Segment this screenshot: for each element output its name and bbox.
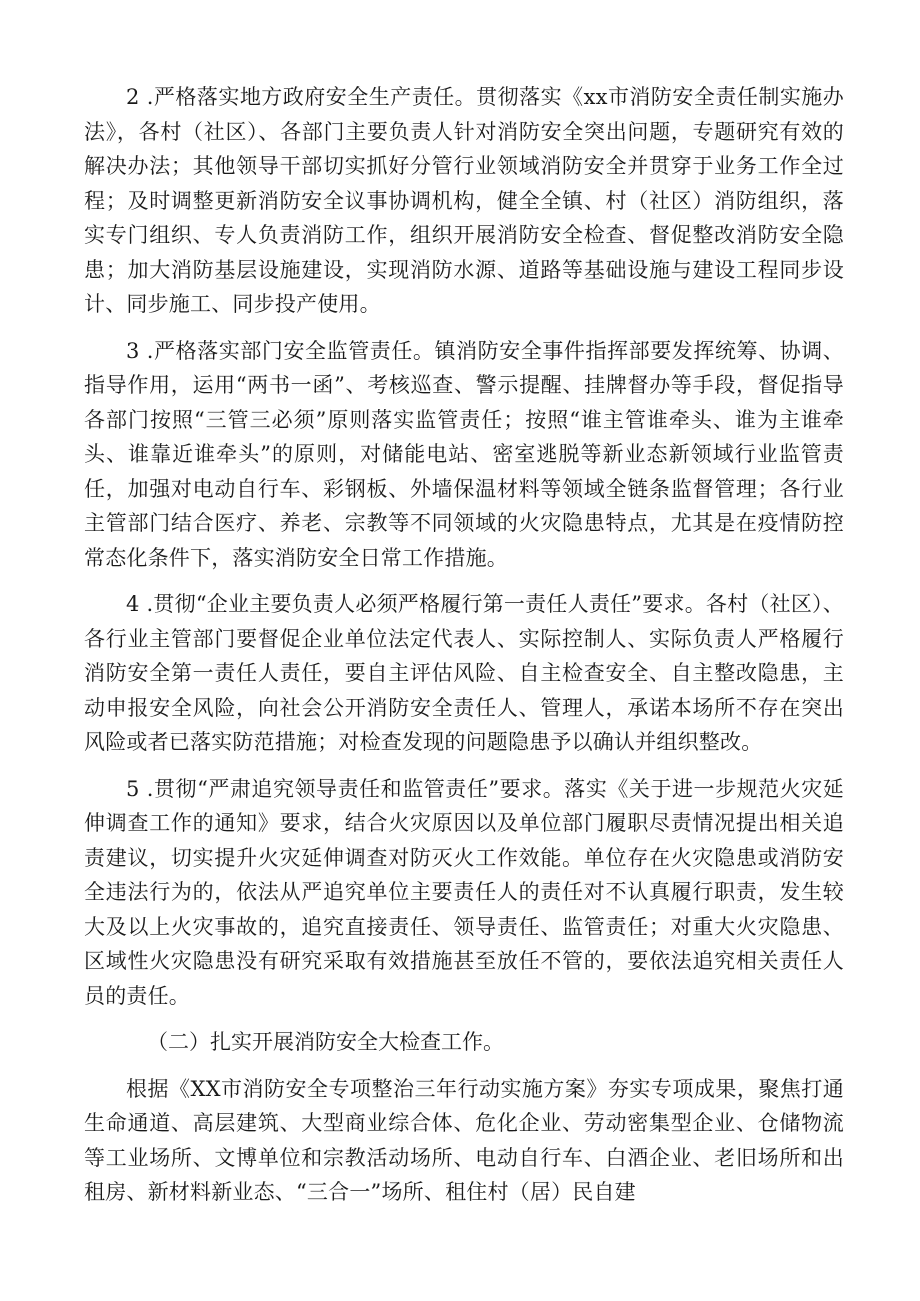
paragraph-item-2: 2 .严格落实地方政府安全生产责任。贯彻落实《xx市消防安全责任制实施办法》，各村（社区）、各部门主要负责人针对消防安全突出问题，专题研究有效的解决办法；其他领导干部切实抓好分管行业领域消防安全并贯穿于业务工作全过程；及时调整更新消防安全议事协调机构，健全全镇、村（社区）消防组织，落实专门组织、专人负责消防工作，组织开展消防安全检查、督促整改消防安全隐患；加大消防基层设施建设，实现消防水源、道路等基础设施与建设工程同步设计、同步施工、同步投产使用。: [84, 85, 844, 316]
section-heading: （二）扎实开展消防安全大检查工作。: [147, 1030, 504, 1054]
paragraph-item-3: 3 .严格落实部门安全监管责任。镇消防安全事件指挥部要发挥统筹、协调、指导作用，运用“两书一函”、考核巡查、警示提醒、挂牌督办等手段，督促指导各部门按照“三管三必须”原则落实监管责任；按照“谁主管谁牵头、谁为主谁牵头、谁靠近谁牵头”的原则，对储能电站、密室逃脱等新业态新领域行业监管责任，加强对电动自行车、彩钢板、外墙保温材料等领域全链条监督管理；各行业主管部门结合医疗、养老、宗教等不同领域的火灾隐患特点，尤其是在疫情防控常态化条件下，落实消防安全日常工作措施。: [84, 338, 844, 570]
document-page: [84, 80, 844, 1210]
paragraph-inspection-basis: 根据《XX市消防安全专项整治三年行动实施方案》夯实专项成果，聚焦打通生命通道、高层建筑、大型商业综合体、危化企业、劳动密集型企业、仓储物流等工业场所、文博单位和宗教活动场所、电动自行车、白酒企业、老旧场所和出租房、新材料新业态、“三合一”场所、租住村（居）民自建: [84, 1076, 844, 1204]
paragraph-item-5: 5 .贯彻“严肃追究领导责任和监管责任”要求。落实《关于进一步规范火灾延伸调查工作的通知》要求，结合火灾原因以及单位部门履职尽责情况提出相关追责建议，切实提升火灾延伸调查对防灭火工作效能。单位存在火灾隐患或消防安全违法行为的，依法从严追究单位主要责任人的责任对不认真履行职责，发生较大及以上火灾事故的，追究直接责任、领导责任、监管责任；对重大火灾隐患、区域性火灾隐患没有研究采取有效措施甚至放任不管的，要依法追究相关责任人员的责任。: [84, 776, 844, 1008]
paragraph-item-4: 4 .贯彻“企业主要负责人必须严格履行第一责任人责任”要求。各村（社区）、各行业主管部门要督促企业单位法定代表人、实际控制人、实际负责人严格履行消防安全第一责任人责任，要自主评估风险、自主检查安全、自主整改隐患，主动申报安全风险，向社会公开消防安全责任人、管理人，承诺本场所不存在突出风险或者已落实防范措施；对检查发现的问题隐患予以确认并组织整改。: [84, 592, 844, 754]
